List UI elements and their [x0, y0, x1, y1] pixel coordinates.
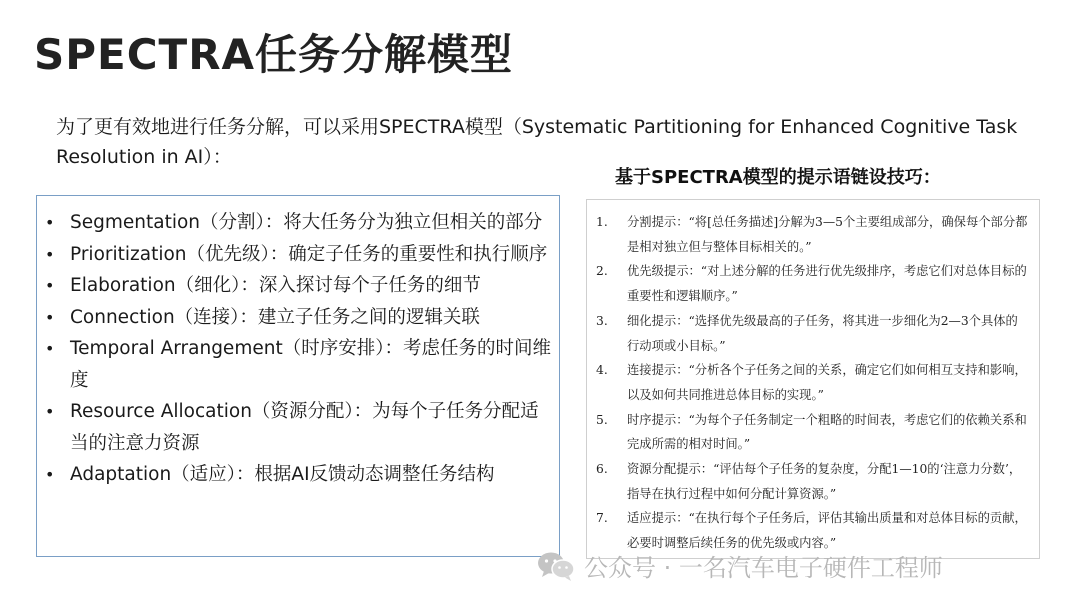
- list-item: [587, 259, 1039, 308]
- tip-number: 5.: [596, 412, 608, 427]
- list-item: [587, 358, 1039, 407]
- principle-text: Prioritization（优先级）：确定子任务的重要性和执行顺序: [70, 243, 548, 265]
- list-item: [37, 396, 559, 459]
- list-item: [37, 459, 559, 491]
- page-title: SPECTRA任务分解模型: [34, 30, 514, 79]
- tip-number: 3.: [596, 313, 608, 328]
- list-item: [37, 302, 559, 334]
- tip-text: 优先级提示：“对上述分解的任务进行优先级排序，考虑它们对总体目标的重要性和逻辑顺序。”: [627, 264, 1027, 304]
- bullet-icon: •: [45, 276, 55, 295]
- principle-text: Temporal Arrangement（时序安排）：考虑任务的时间维度: [70, 338, 551, 391]
- list-item: [37, 333, 559, 396]
- tips-title: 基于SPECTRA模型的提示语链设技巧：: [615, 167, 941, 188]
- wechat-icon: [536, 550, 576, 582]
- tip-text: 连接提示：“分析各个子任务之间的关系，确定它们如何相互支持和影响，以及如何共同推进总体目标的实现。”: [627, 363, 1027, 402]
- tip-number: 6.: [596, 462, 608, 477]
- tip-text: 分割提示：“将[总任务描述]分解为3—5个主要组成部分，确保每个部分都是相对独立但与整体目标相关的。”: [627, 215, 1028, 254]
- tip-text: 时序提示：“为每个子任务制定一个粗略的时间表，考虑它们的依赖关系和完成所需的相对时间。”: [627, 412, 1027, 452]
- list-item: [37, 270, 559, 302]
- tip-text: 适应提示：“在执行每个子任务后，评估其输出质量和对总体目标的贡献，必要时调整后续任务的优先级或内容。”: [627, 511, 1027, 551]
- list-item: [587, 210, 1039, 259]
- intro-text: 为了更有效地进行任务分解，可以采用SPECTRA模型（Systematic Partitioning for Enhanced Cognitive Task Resolution in AI）：: [56, 116, 1018, 168]
- principle-text: Segmentation（分割）：将大任务分为独立但相关的部分: [70, 212, 543, 233]
- bullet-icon: •: [45, 402, 55, 421]
- bullet-icon: •: [45, 307, 55, 327]
- tip-number: 7.: [596, 511, 608, 526]
- principles-list: [37, 196, 559, 491]
- list-item: [37, 207, 559, 239]
- list-item: [37, 239, 559, 271]
- tip-number: 1.: [596, 215, 608, 229]
- tips-box: [586, 199, 1040, 559]
- tip-number: 2.: [596, 264, 608, 279]
- bullet-icon: •: [45, 244, 55, 264]
- principle-text: Elaboration（细化）：深入探讨每个子任务的细节: [70, 275, 481, 296]
- principle-text: Connection（连接）：建立子任务之间的逻辑关联: [70, 306, 480, 328]
- watermark: [536, 548, 943, 583]
- tip-number: 4.: [596, 363, 608, 378]
- tip-text: 细化提示：“选择优先级最高的子任务，将其进一步细化为2—3个具体的行动项或小目标。”: [627, 313, 1018, 353]
- bullet-icon: •: [45, 465, 55, 484]
- list-item: [587, 457, 1039, 506]
- bullet-icon: •: [45, 213, 55, 232]
- principle-text: Adaptation（适应）：根据AI反馈动态调整任务结构: [70, 464, 495, 485]
- list-item: [587, 309, 1039, 358]
- principle-text: Resource Allocation（资源分配）：为每个子任务分配适当的注意力资源: [70, 401, 539, 454]
- tip-text: 资源分配提示：“评估每个子任务的复杂度，分配1—10的‘注意力分数’，指导在执行过程中如何分配计算资源。”: [627, 462, 1022, 501]
- tips-list: [587, 200, 1039, 556]
- watermark-text: 公众号 · 一名汽车电子硬件工程师: [584, 554, 943, 582]
- principles-box: [36, 195, 560, 557]
- list-item: [587, 408, 1039, 457]
- bullet-icon: •: [45, 339, 55, 358]
